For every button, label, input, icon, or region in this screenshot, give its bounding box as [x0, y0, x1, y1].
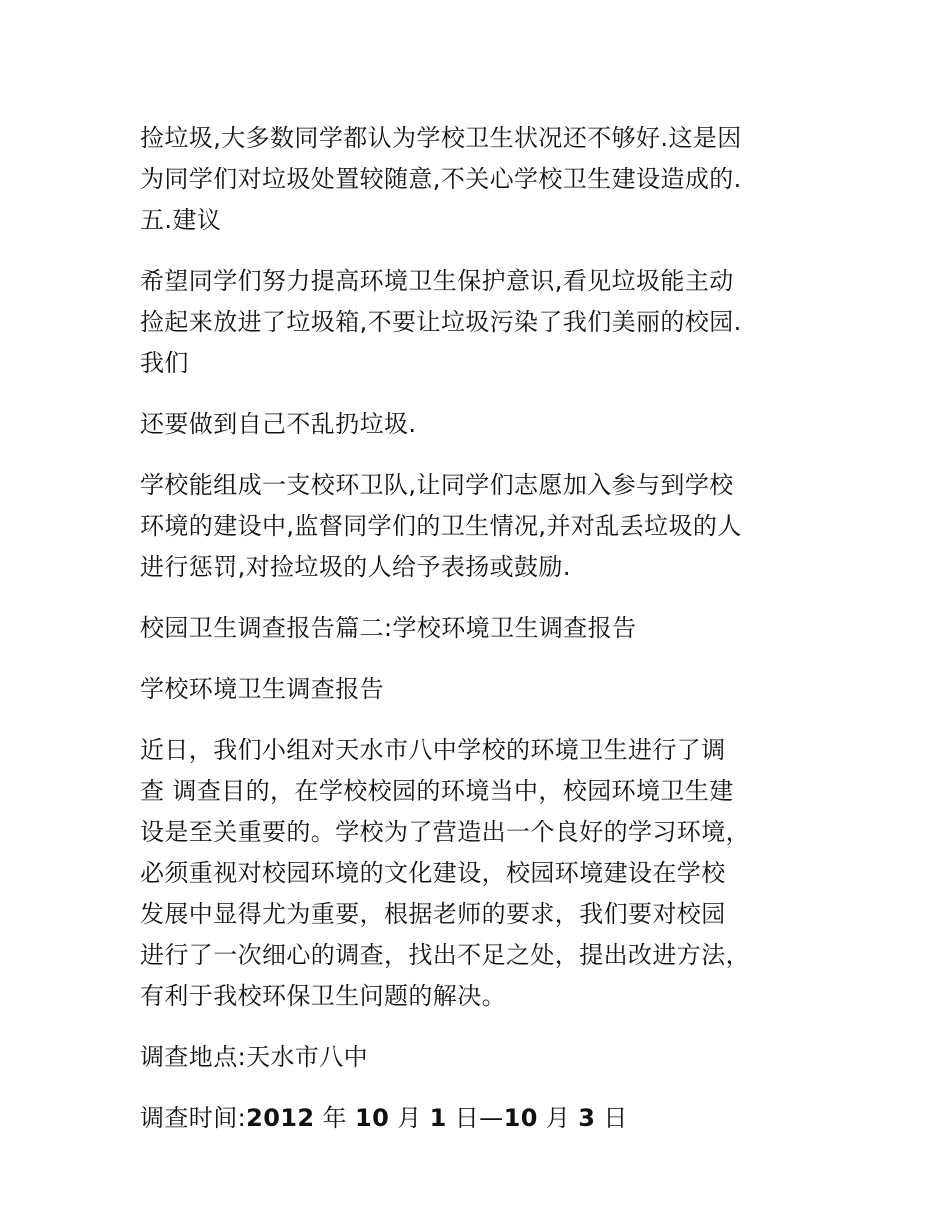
report-title — [140, 669, 820, 710]
text-line: 设是至关重要的。学校为了营造出一个良好的学习环境， — [140, 818, 750, 846]
day-unit: 日— — [446, 1104, 504, 1132]
text-line: 捡垃圾,大多数同学都认为学校卫生状况还不够好.这是因 — [140, 124, 742, 152]
text-line: 有利于我校环保卫生问题的解决。 — [140, 982, 506, 1010]
text-line: 学校环境卫生调查报告 — [140, 675, 384, 703]
text-line: 为同学们对垃圾处置较随意,不关心学校卫生建设造成的. — [140, 165, 742, 193]
end-month: 10 — [503, 1104, 538, 1132]
text-line: 还要做到自己不乱扔垃圾. — [140, 410, 417, 438]
day-unit: 日 — [595, 1104, 628, 1132]
text-line: 调查地点:天水市八中 — [140, 1043, 369, 1071]
text-line: 发展中显得尤为重要，根据老师的要求，我们要对校园 — [140, 900, 726, 928]
text-line: 校园卫生调查报告篇二:学校环境卫生调查报告 — [140, 614, 637, 642]
text-line: 查 调查目的，在学校校园的环境当中，校园环境卫生建 — [140, 777, 734, 805]
paragraph-intro — [140, 730, 820, 1017]
text-line: 我们 — [140, 349, 189, 377]
paragraph-suggestion-1 — [140, 261, 820, 384]
text-line: 学校能组成一支校环卫队,让同学们志愿加入参与到学校 — [140, 471, 734, 499]
document-page — [140, 118, 820, 1159]
paragraph-suggestion-2 — [140, 404, 820, 445]
start-month: 10 — [354, 1104, 390, 1132]
start-day: 1 — [429, 1104, 447, 1132]
survey-location — [140, 1037, 820, 1078]
section-heading: 五.建议 — [140, 206, 222, 234]
text-line: 近日，我们小组对天水市八中学校的环境卫生进行了调 — [140, 736, 726, 764]
paragraph-conclusion — [140, 118, 820, 241]
text-line: 捡起来放进了垃圾箱,不要让垃圾污染了我们美丽的校园. — [140, 308, 742, 336]
section-title-report-two — [140, 608, 820, 649]
text-line: 进行惩罚,对捡垃圾的人给予表扬或鼓励. — [140, 553, 571, 581]
text-line: 环境的建设中,监督同学们的卫生情况,并对乱丢垃圾的人 — [140, 512, 742, 540]
survey-time-label: 调查时间: — [140, 1104, 247, 1132]
end-day: 3 — [578, 1104, 596, 1132]
year-unit: 年 — [314, 1104, 355, 1132]
text-line: 希望同学们努力提高环境卫生保护意识,看见垃圾能主动 — [140, 267, 734, 295]
survey-year: 2012 — [246, 1104, 315, 1132]
text-line: 必须重视对校园环境的文化建设，校园环境建设在学校 — [140, 859, 726, 887]
text-line: 进行了一次细心的调查，找出不足之处，提出改进方法， — [140, 941, 750, 969]
paragraph-suggestion-3 — [140, 465, 820, 588]
month-unit: 月 — [537, 1104, 579, 1132]
survey-time — [140, 1098, 820, 1139]
survey-time-line — [140, 1098, 820, 1139]
month-unit: 月 — [389, 1104, 430, 1132]
